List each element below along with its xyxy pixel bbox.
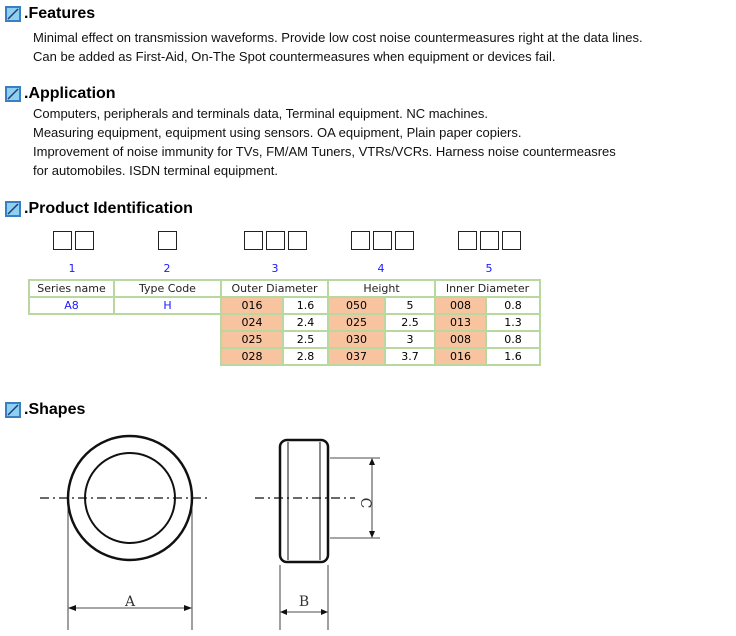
id-code-cell: 008 (435, 297, 486, 314)
identification-heading (5, 199, 193, 219)
header-outer-diameter: Outer Diameter (221, 280, 328, 297)
series-name-cell: A8 (29, 297, 114, 314)
application-text (33, 104, 616, 180)
application-title: .Application (24, 85, 116, 102)
od-code-cell: 024 (221, 314, 283, 331)
table-row (29, 314, 540, 331)
id-value-cell: 1.6 (486, 348, 540, 365)
features-text (33, 28, 643, 66)
h-value-cell: 3.7 (385, 348, 435, 365)
features-heading (5, 4, 95, 24)
header-inner-diameter: Inner Diameter (435, 280, 540, 297)
position-number: 1 (68, 262, 76, 275)
type-code-cell: H (114, 297, 221, 314)
header-type-code: Type Code (114, 280, 221, 297)
application-line: for automobiles. ISDN terminal equipment. (33, 163, 278, 178)
position-number: 2 (163, 262, 171, 275)
h-value-cell: 2.5 (385, 314, 435, 331)
od-value-cell: 1.6 (283, 297, 328, 314)
id-value-cell: 0.8 (486, 297, 540, 314)
identification-title: .Product Identification (24, 200, 193, 217)
application-line: Computers, peripherals and terminals data, Terminal equipment. NC machines. (33, 106, 488, 121)
shapes-drawing (0, 420, 736, 636)
section-bullet-icon (5, 86, 21, 102)
identification-table (28, 279, 541, 366)
application-line: Measuring equipment, equipment using sensors. OA equipment, Plain paper copiers. (33, 125, 522, 140)
application-line: Improvement of noise immunity for TVs, FM/AM Tuners, VTRs/VCRs. Harness noise countermeasres (33, 144, 616, 159)
ring-side-view (255, 440, 380, 630)
dimension-label-a: A (124, 594, 136, 610)
application-heading (5, 84, 116, 104)
code-boxes-1 (53, 231, 97, 250)
id-code-cell: 013 (435, 314, 486, 331)
h-code-cell: 050 (328, 297, 385, 314)
table-row (29, 331, 540, 348)
section-bullet-icon (5, 6, 21, 22)
position-number: 3 (271, 262, 279, 275)
table-row (29, 297, 540, 314)
header-series-name: Series name (29, 280, 114, 297)
h-value-cell: 3 (385, 331, 435, 348)
od-code-cell: 028 (221, 348, 283, 365)
h-code-cell: 037 (328, 348, 385, 365)
code-boxes-2 (158, 231, 180, 250)
position-number: 5 (485, 262, 493, 275)
od-code-cell: 025 (221, 331, 283, 348)
id-code-cell: 016 (435, 348, 486, 365)
h-value-cell: 5 (385, 297, 435, 314)
header-height: Height (328, 280, 435, 297)
dimension-label-c: C (357, 497, 373, 509)
code-boxes-3 (244, 231, 310, 250)
features-line: Minimal effect on transmission waveforms. Provide low cost noise countermeasures right at the data lines. (33, 30, 643, 45)
features-line: Can be added as First-Aid, On-The Spot countermeasures when equipment or devices fail. (33, 49, 556, 64)
od-code-cell: 016 (221, 297, 283, 314)
table-row (29, 348, 540, 365)
shapes-heading (5, 400, 85, 420)
section-bullet-icon (5, 201, 21, 217)
section-bullet-icon (5, 402, 21, 418)
id-value-cell: 0.8 (486, 331, 540, 348)
features-title: .Features (24, 5, 96, 22)
h-code-cell: 025 (328, 314, 385, 331)
id-code-cell: 008 (435, 331, 486, 348)
dimension-label-b: B (298, 594, 310, 610)
h-code-cell: 030 (328, 331, 385, 348)
position-number: 4 (377, 262, 385, 275)
od-value-cell: 2.4 (283, 314, 328, 331)
id-value-cell: 1.3 (486, 314, 540, 331)
od-value-cell: 2.5 (283, 331, 328, 348)
od-value-cell: 2.8 (283, 348, 328, 365)
shapes-title: .Shapes (24, 401, 86, 418)
table-header-row (29, 280, 540, 297)
code-boxes-5 (458, 231, 524, 250)
code-boxes-4 (351, 231, 417, 250)
